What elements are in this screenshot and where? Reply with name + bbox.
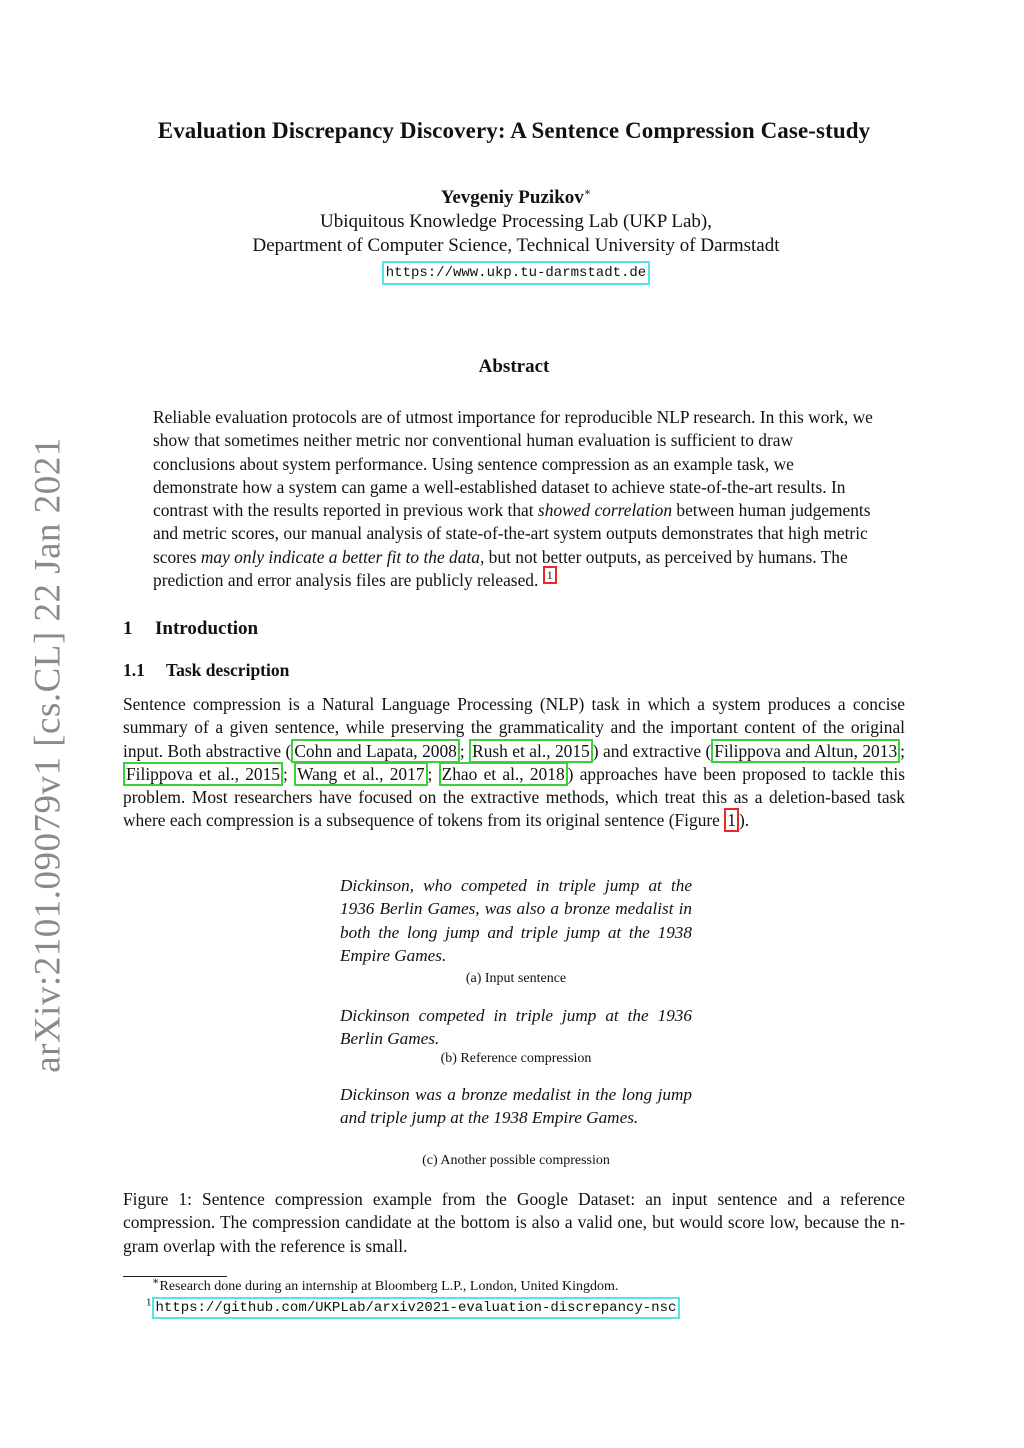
footnote-2 [146,1297,680,1319]
author-url-link[interactable]: https://www.ukp.tu-darmstadt.de [382,261,650,285]
section-title: Introduction [155,618,259,639]
figure-1c-caption: (c) Another possible compression [422,1153,610,1168]
arxiv-stamp-text: arXiv:2101.09079v1 [cs.CL] 22 Jan 2021 [27,437,69,1073]
citation-separator: ; [459,740,470,761]
footnote-2-mark: 1 [146,1296,152,1309]
subsection-number: 1.1 [123,660,145,680]
abstract-emphasis-2: may only indicate a better fit to the data [200,546,480,567]
footnote-1 [152,1275,619,1295]
figure-1-ref-link[interactable]: 1 [724,808,739,832]
intro-text-1: Sentence compression is a Natural Language Processing (NLP) task in which a system produces a concise summary of a given sentence, while preserving the grammaticality and the important content of the original input. Both abstractive ( [123,694,905,761]
citation-cohn-lapata-2008[interactable]: Cohn and Lapata, 2008 [291,739,460,763]
citation-zhao-2018[interactable]: Zhao et al., 2018 [439,762,568,786]
section-heading-introduction [123,618,258,640]
abstract-heading: Abstract [478,356,550,377]
citation-filippova-2015[interactable]: Filippova et al., 2015 [123,762,283,786]
footnote-1-text: Research done during an internship at Bloomberg L.P., London, United Kingdom. [159,1279,619,1294]
affiliation-line-1: Ubiquitous Knowledge Processing Lab (UKP Lab), [320,211,712,232]
figure-1a-caption: (a) Input sentence [465,971,567,986]
intro-paragraph [123,693,905,833]
abstract-text-2: between human judgements and metric scores, our manual analysis of state-of-the-art system outputs demonstrates that high metric scores [153,500,871,567]
footnote-ref-1-link[interactable]: 1 [543,566,557,584]
footnote-divider [123,1276,227,1277]
figure-1a-text: Dickinson, who competed in triple jump at the 1936 Berlin Games, was also a bronze medalist in both the long jump and triple jump at the 1938 Empire Games. [340,876,692,965]
citation-filippova-altun-2013[interactable]: Filippova and Altun, 2013 [711,739,900,763]
abstract-body [153,406,879,592]
footnote-1-mark: ∗ [152,1275,160,1288]
author-footnote-mark[interactable]: ∗ [583,186,592,199]
subsection-title: Task description [166,660,290,680]
section-number: 1 [123,618,133,639]
figure-1-caption: Figure 1: Sentence compression example from the Google Dataset: an input sentence and a reference compression. The compression candidate at the bottom is also a valid one, but would score low, because the n-gram overlap with the reference is small. [123,1189,905,1256]
subsection-heading-task-description [123,660,289,681]
affiliation-line-2: Department of Computer Science, Technical University of Darmstadt [252,235,780,256]
figure-1c-text: Dickinson was a bronze medalist in the long jump and triple jump at the 1938 Empire Games. [340,1085,692,1128]
citation-separator: ; [282,763,295,784]
citation-wang-2017[interactable]: Wang et al., 2017 [294,762,427,786]
github-url-link[interactable]: https://github.com/UKPLab/arxiv2021-evaluation-discrepancy-nsc [152,1297,681,1319]
intro-text-2: ) and extractive ( [592,740,712,761]
citation-separator: ; [427,763,439,784]
paper-title: Evaluation Discrepancy Discovery: A Sentence Compression Case-study [157,118,871,143]
figure-1b-caption: (b) Reference compression [440,1051,592,1066]
abstract-emphasis-1: showed correlation [537,500,673,521]
abstract-text-1: Reliable evaluation protocols are of utmost importance for reproducible NLP research. In this work, we show that sometimes neither metric nor conventional human evaluation is sufficient to draw conclusions about system performance. Using sentence compression as an example task, we demonstrate how a system can game a well-established dataset to achieve state-of-the-art results. In contrast with the results reported in previous work that [153,407,873,521]
author-block [0,186,1024,285]
citation-rush-2015[interactable]: Rush et al., 2015 [469,739,593,763]
abstract-text-3: , but not better outputs, as perceived by humans. The prediction and error analysis files are publicly released. [153,546,848,591]
intro-text-3: ) approaches have been proposed to tackle this problem. Most researchers have focused on the extractive methods, which treat this as a deletion-based task where each compression is a subsequence of tokens from its original sentence (Figure [123,763,905,831]
intro-text-4: ). [738,810,750,831]
figure-1b-text: Dickinson competed in triple jump at the 1936 Berlin Games. [340,1006,692,1049]
citation-separator: ; [900,740,905,761]
author-name: Yevgeniy Puzikov [440,187,584,208]
